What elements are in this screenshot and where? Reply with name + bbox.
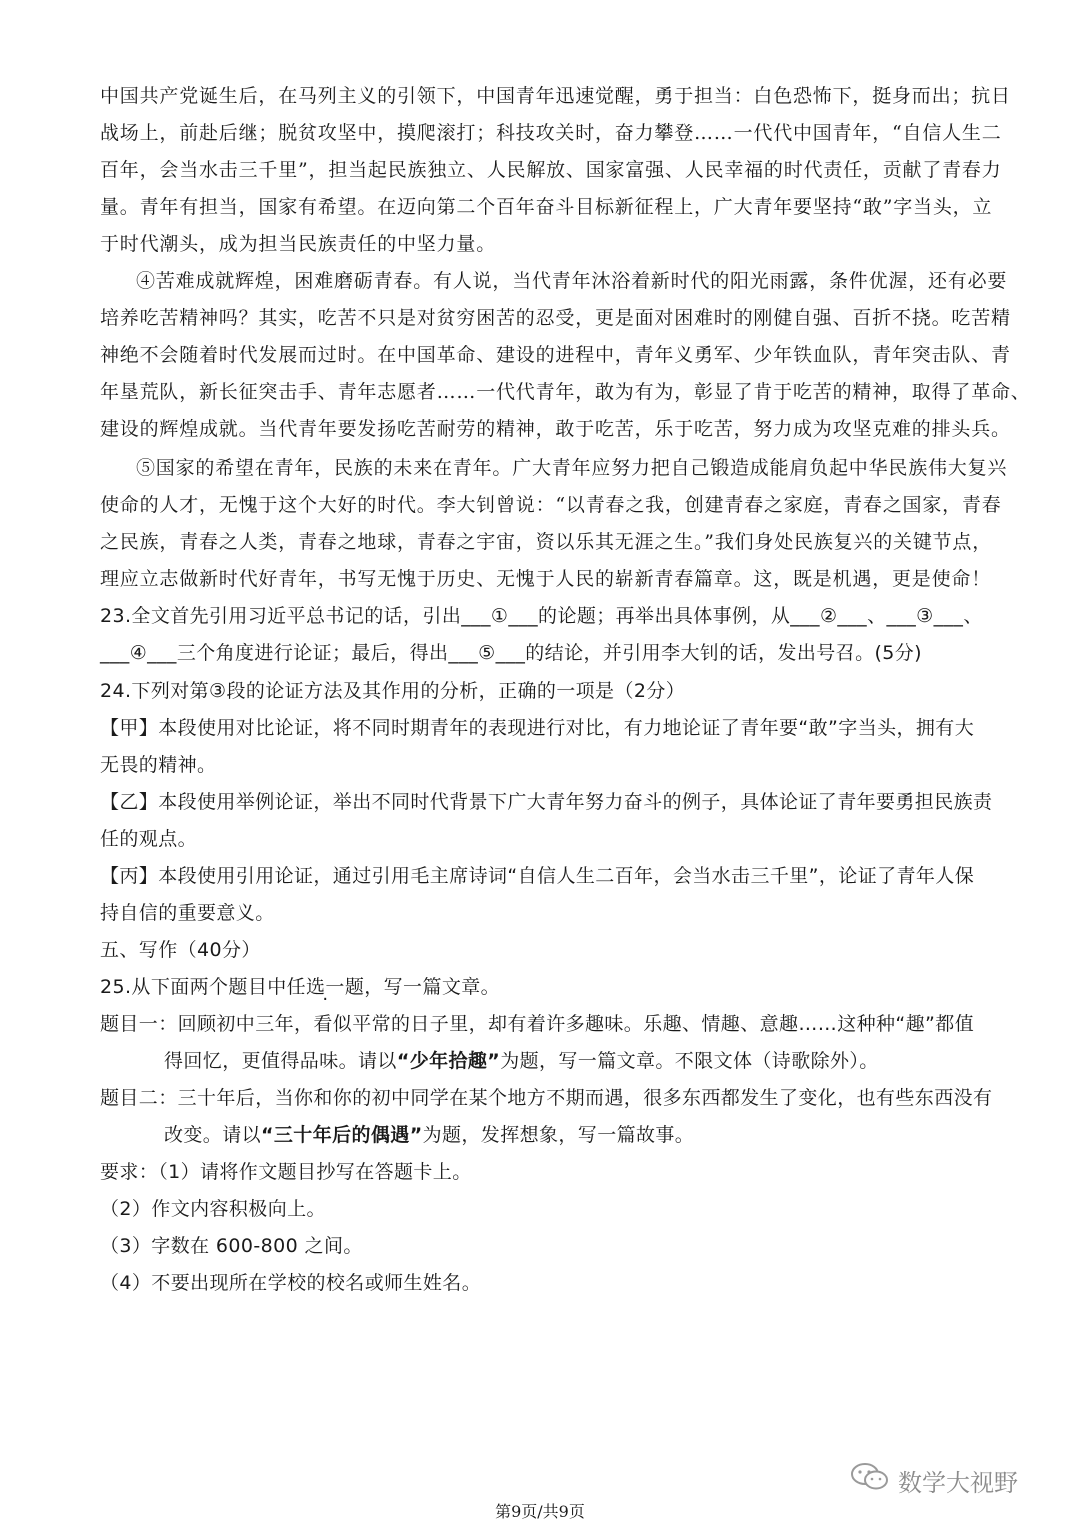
- requirement: 要求：（1）请将作文题目抄写在答题卡上。: [100, 1161, 472, 1183]
- topic-1-pre: 得回忆，更值得品味。请以: [164, 1050, 397, 1072]
- option-jia: 【甲】本段使用对比论证，将不同时期青年的表现进行对比，有力地论证了青年要“敢”字当头，拥有大: [100, 717, 975, 739]
- question-23-line: ___④___三个角度进行论证；最后，得出___⑤___的结论，并引用李大钊的话，发出号召。(5分): [100, 642, 922, 664]
- wechat-icon: [850, 1461, 890, 1499]
- question-25-stem: [100, 975, 500, 999]
- passage-line: 使命的人才，无愧于这个大好的时代。李大钊曾说：“以青春之我，创建青春之家庭，青春之国家，青春: [100, 494, 1002, 516]
- option-bing-cont: 持自信的重要意义。: [100, 902, 275, 924]
- option-yi-cont: 任的观点。: [100, 828, 198, 850]
- option-bing: 【丙】本段使用引用论证，通过引用毛主席诗词“自信人生二百年，会当水击三千里”，论证了青年人保: [100, 865, 975, 887]
- topic-1-title: “少年拾趣”: [396, 1050, 501, 1072]
- passage-line: 建设的辉煌成就。当代青年要发扬吃苦耐劳的精神，敢于吃苦，乐于吃苦，努力成为攻坚克难的排头兵。: [100, 418, 1011, 440]
- question-23-line: 23.全文首先引用习近平总书记的话，引出___①___的论题；再举出具体事例，从___②___、___③___、: [100, 605, 983, 627]
- topic-1-line: 题目一：回顾初中三年，看似平常的日子里，却有着许多趣味。乐趣、情趣、意趣……这种种“趣”都值: [100, 1013, 975, 1035]
- passage-line: ⑤国家的希望在青年，民族的未来在青年。广大青年应努力把自己锻造成能肩负起中华民族伟大复兴: [136, 457, 1008, 479]
- requirement: （4）不要出现所在学校的校名或师生姓名。: [100, 1272, 482, 1294]
- passage-line: ④苦难成就辉煌，困难磨砺青春。有人说，当代青年沐浴着新时代的阳光雨露，条件优渥，还有必要: [136, 270, 1008, 292]
- topic-1-post: 为题，写一篇文章。不限文体（诗歌除外）。: [500, 1050, 879, 1072]
- q25-prefix: 25.从下面两个题目中任: [100, 976, 307, 998]
- passage-line: 培养吃苦精神吗？其实，吃苦不只是对贫穷困苦的忍受，更是面对困难时的刚健自强、百折不挠。吃苦精: [100, 307, 1011, 329]
- watermark-text: 数学大视野: [898, 1468, 1018, 1497]
- section-title: 五、写作（40分）: [100, 939, 261, 961]
- q25-suffix: 题，写一篇文章。: [344, 976, 501, 998]
- passage-line: 中国共产党诞生后，在马列主义的引领下，中国青年迅速觉醒，勇于担当：白色恐怖下，挺身而出；抗日: [100, 85, 1011, 107]
- topic-2-line: [164, 1123, 694, 1147]
- topic-2-line: 题目二：三十年后，当你和你的初中同学在某个地方不期而遇，很多东西都发生了变化，也有些东西没有: [100, 1087, 993, 1109]
- passage-line: 年垦荒队，新长征突击手、青年志愿者……一代代青年，敢为有为，彰显了肯于吃苦的精神，取得了革命、: [100, 381, 1031, 403]
- topic-2-pre: 改变。请以: [164, 1124, 262, 1146]
- passage-line: 于时代潮头，成为担当民族责任的中坚力量。: [100, 233, 497, 255]
- requirement: （2）作文内容积极向上。: [100, 1198, 326, 1220]
- q25-emphasis: 选一: [306, 976, 345, 998]
- question-24-stem: 24.下列对第③段的论证方法及其作用的分析，正确的一项是（2分）: [100, 680, 686, 702]
- page-number: 第9页/共9页: [495, 1502, 585, 1521]
- passage-line: 之民族，青春之人类，青春之地球，青春之宇宙，资以乐其无涯之生。”我们身处民族复兴的关键节点，: [100, 531, 993, 553]
- passage-line: 百年，会当水击三千里”，担当起民族独立、人民解放、国家富强、人民幸福的时代责任，贡献了青春力: [100, 159, 1002, 181]
- passage-line: 理应立志做新时代好青年，书写无愧于历史、无愧于人民的崭新青春篇章。这，既是机遇，更是使命！: [100, 568, 992, 590]
- topic-2-title: “三十年后的偶遇”: [261, 1124, 423, 1146]
- option-yi: 【乙】本段使用举例论证，举出不同时代背景下广大青年努力奋斗的例子，具体论证了青年要勇担民族责: [100, 791, 993, 813]
- topic-1-line: [164, 1049, 879, 1073]
- passage-line: 神绝不会随着时代发展而过时。在中国革命、建设的进程中，青年义勇军、少年铁血队，青年突击队、青: [100, 344, 1011, 366]
- requirement: （3）字数在 600-800 之间。: [100, 1235, 363, 1257]
- topic-2-post: 为题，发挥想象，写一篇故事。: [422, 1124, 695, 1146]
- watermark: [850, 1463, 1018, 1497]
- passage-line: 战场上，前赴后继；脱贫攻坚中，摸爬滚打；科技攻关时，奋力攀登……一代代中国青年，“自信人生二: [100, 122, 1002, 144]
- option-jia-cont: 无畏的精神。: [100, 754, 217, 776]
- passage-line: 量。青年有担当，国家有希望。在迈向第二个百年奋斗目标新征程上，广大青年要坚持“敢”字当头，立: [100, 196, 993, 218]
